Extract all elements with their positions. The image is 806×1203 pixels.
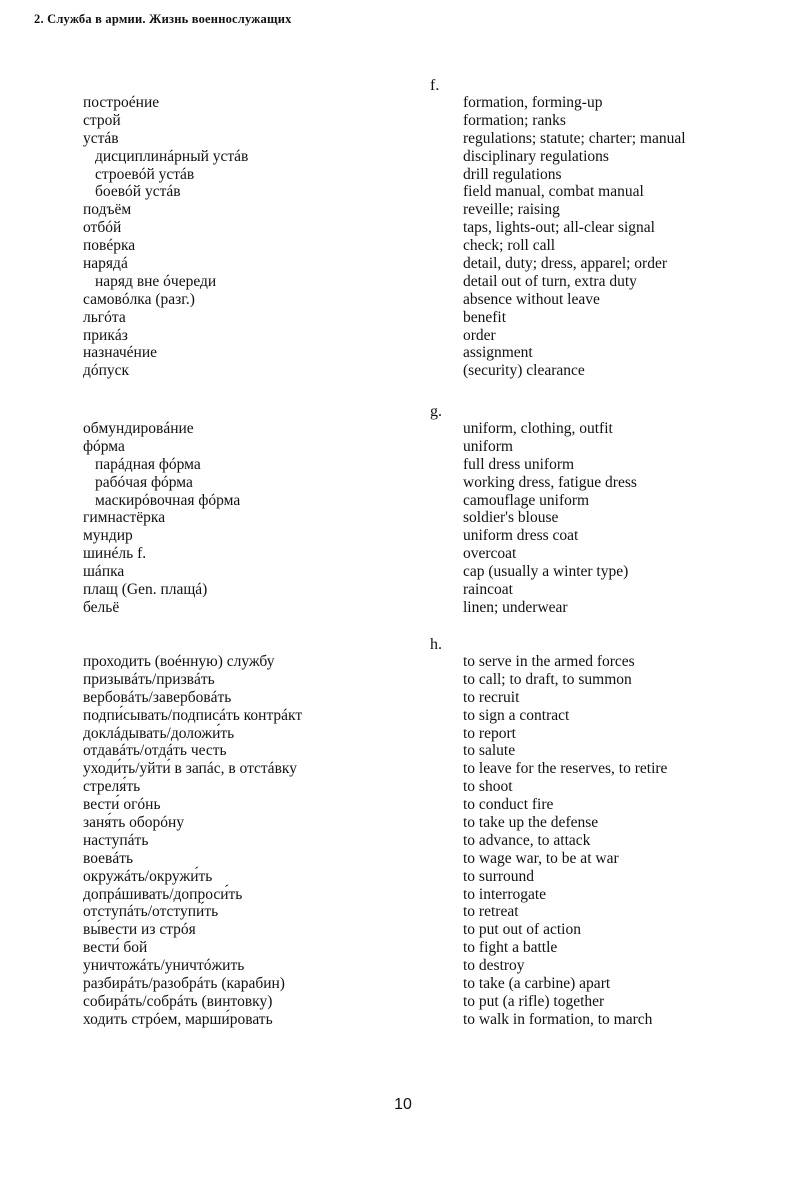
english-translation: cap (usually a winter type) — [463, 563, 629, 581]
english-translation: reveille; raising — [463, 201, 560, 219]
russian-term: гимнастёрка — [83, 509, 166, 527]
russian-term: отступáть/отступи́ть — [83, 903, 219, 921]
vocab-entry — [0, 903, 806, 921]
russian-term: дóпуск — [83, 362, 130, 380]
russian-term: наступáть — [83, 831, 149, 849]
english-translation: uniform, clothing, outfit — [463, 420, 613, 437]
english-translation: benefit — [463, 308, 507, 326]
entry-list — [0, 420, 806, 617]
vocab-entry — [0, 130, 806, 148]
russian-term: боевóй устáв — [95, 183, 181, 201]
english-translation: to destroy — [463, 957, 525, 975]
vocab-entry — [0, 886, 806, 904]
vocab-entry — [0, 183, 806, 201]
russian-term: строй — [83, 111, 121, 129]
vocab-entry — [0, 921, 806, 939]
vocab-entry — [0, 832, 806, 850]
russian-term: проходить (воéнную) службу — [83, 653, 275, 670]
english-translation: assignment — [463, 344, 533, 362]
vocab-entry — [0, 599, 806, 617]
vocab-entry — [0, 563, 806, 581]
vocab-entry — [0, 94, 806, 112]
russian-term: призывáть/призвáть — [83, 670, 215, 688]
russian-term: воевáть — [83, 849, 134, 867]
english-translation: to advance, to attack — [463, 831, 591, 849]
english-translation: order — [463, 326, 496, 344]
vocab-entry — [0, 166, 806, 184]
english-translation: formation, forming-up — [463, 94, 603, 111]
russian-term: отдавáть/отдáть честь — [83, 742, 227, 760]
vocab-entry — [0, 868, 806, 886]
russian-term: самовóлка (разг.) — [83, 290, 195, 308]
russian-term: парáдная фóрма — [95, 455, 201, 473]
vocab-entry — [0, 327, 806, 345]
russian-term: льгóта — [83, 308, 126, 326]
english-translation: (security) clearance — [463, 362, 585, 380]
vocab-entry — [0, 255, 806, 273]
russian-term: уходи́ть/уйти́ в запáс, в отстáвку — [83, 760, 297, 778]
russian-term: шинéль f. — [83, 545, 147, 563]
english-translation: field manual, combat manual — [463, 183, 644, 201]
russian-term: вести́ огóнь — [83, 796, 161, 814]
english-translation: to take up the defense — [463, 814, 599, 832]
russian-term: стреля́ть — [83, 778, 141, 796]
russian-term: построéние — [83, 94, 160, 111]
english-translation: to conduct fire — [463, 796, 554, 814]
english-translation: to shoot — [463, 778, 513, 796]
russian-term: уничтожáть/уничтóжить — [83, 957, 245, 975]
russian-term: подпи́сывать/подписáть контрáкт — [83, 706, 303, 724]
vocab-entry — [0, 474, 806, 492]
section-label: h. — [430, 636, 442, 653]
english-translation: to take (a carbine) apart — [463, 975, 611, 993]
russian-term: отбóй — [83, 219, 122, 237]
english-translation: to leave for the reserves, to retire — [463, 760, 668, 778]
russian-term: обмундировáние — [83, 420, 194, 437]
russian-term: подъём — [83, 201, 132, 219]
english-translation: disciplinary regulations — [463, 147, 609, 165]
english-translation: uniform — [463, 437, 513, 455]
vocab-entry — [0, 527, 806, 545]
russian-term: шáпка — [83, 563, 125, 581]
english-translation: to put (a rifle) together — [463, 992, 605, 1010]
english-translation: taps, lights-out; all-clear signal — [463, 219, 655, 237]
russian-term: устáв — [83, 129, 119, 147]
vocab-entry — [0, 850, 806, 868]
vocab-entry — [0, 492, 806, 510]
english-translation: working dress, fatigue dress — [463, 473, 637, 491]
russian-term: ходить стрóем, марши́ровать — [83, 1010, 273, 1028]
vocab-entry — [0, 653, 806, 671]
vocab-entry — [0, 509, 806, 527]
russian-term: доклáдывать/доложи́ть — [83, 724, 235, 742]
russian-term: фóрма — [83, 437, 125, 455]
russian-term: окружáть/окружи́ть — [83, 867, 213, 885]
english-translation: full dress uniform — [463, 455, 575, 473]
vocab-entry — [0, 993, 806, 1011]
vocab-entry — [0, 309, 806, 327]
russian-term: бельё — [83, 598, 120, 616]
vocab-entry — [0, 939, 806, 957]
vocab-entry — [0, 545, 806, 563]
vocab-entry — [0, 796, 806, 814]
russian-term: маскирóвочная фóрма — [95, 491, 241, 509]
russian-term: дисциплинáрный устáв — [95, 147, 249, 165]
english-translation: to walk in formation, to march — [463, 1010, 653, 1028]
vocab-entry — [0, 707, 806, 725]
russian-term: допрáшивать/допроси́ть — [83, 885, 243, 903]
vocab-entry — [0, 112, 806, 130]
english-translation: to wage war, to be at war — [463, 849, 619, 867]
entry-list — [0, 653, 806, 1029]
russian-term: разбирáть/разобрáть (карабин) — [83, 975, 285, 993]
english-translation: regulations; statute; charter; manual — [463, 129, 686, 147]
russian-term: назначéние — [83, 344, 157, 362]
section-label: g. — [430, 403, 442, 420]
vocab-entry — [0, 201, 806, 219]
vocab-entry — [0, 1011, 806, 1029]
russian-term: повéрка — [83, 237, 136, 255]
english-translation: uniform dress coat — [463, 527, 579, 545]
vocab-entry — [0, 148, 806, 166]
vocab-entry — [0, 237, 806, 255]
russian-term: плащ (Gen. плащá) — [83, 581, 208, 599]
russian-term: вербовáть/завербовáть — [83, 688, 232, 706]
english-translation: detail out of turn, extra duty — [463, 272, 637, 290]
vocab-entry — [0, 362, 806, 380]
english-translation: check; roll call — [463, 237, 556, 255]
vocab-entry — [0, 581, 806, 599]
english-translation: to fight a battle — [463, 939, 558, 957]
entry-list — [0, 94, 806, 380]
russian-term: мундир — [83, 527, 133, 545]
english-translation: to surround — [463, 867, 535, 885]
english-translation: to interrogate — [463, 885, 547, 903]
russian-term: нарядá — [83, 255, 128, 273]
english-translation: to put out of action — [463, 921, 581, 939]
english-translation: camouflage uniform — [463, 491, 590, 509]
english-translation: raincoat — [463, 581, 513, 599]
page-number: 10 — [394, 1096, 412, 1113]
russian-term: вы́вести из стрóя — [83, 921, 196, 939]
vocab-entry — [0, 456, 806, 474]
russian-term: прикáз — [83, 326, 128, 344]
english-translation: detail, duty; dress, apparel; order — [463, 255, 668, 273]
vocab-entry — [0, 273, 806, 291]
running-header: 2. Служба в армии. Жизнь военнослужащих — [34, 12, 292, 26]
russian-term: рабóчая фóрма — [95, 473, 193, 491]
vocab-entry — [0, 760, 806, 778]
vocab-entry — [0, 420, 806, 438]
english-translation: overcoat — [463, 545, 517, 563]
english-translation: to serve in the armed forces — [463, 653, 635, 670]
english-translation: to salute — [463, 742, 516, 760]
english-translation: to sign a contract — [463, 706, 570, 724]
vocab-entry — [0, 671, 806, 689]
english-translation: linen; underwear — [463, 598, 568, 616]
vocab-entry — [0, 975, 806, 993]
english-translation: to retreat — [463, 903, 519, 921]
english-translation: absence without leave — [463, 290, 600, 308]
vocab-entry — [0, 725, 806, 743]
vocab-entry — [0, 219, 806, 237]
vocab-entry — [0, 778, 806, 796]
vocab-entry — [0, 814, 806, 832]
english-translation: to report — [463, 724, 516, 742]
vocab-entry — [0, 742, 806, 760]
russian-term: строевóй устáв — [95, 165, 195, 183]
vocab-entry — [0, 438, 806, 456]
russian-term: вести́ бой — [83, 939, 148, 957]
english-translation: soldier's blouse — [463, 509, 559, 527]
russian-term: наряд вне óчереди — [95, 272, 217, 290]
russian-term: собирáть/собрáть (винтовку) — [83, 992, 273, 1010]
english-translation: to call; to draft, to summon — [463, 670, 632, 688]
vocab-entry — [0, 957, 806, 975]
russian-term: заня́ть оборóну — [83, 814, 185, 832]
vocab-entry — [0, 291, 806, 309]
english-translation: formation; ranks — [463, 111, 566, 129]
vocab-entry — [0, 689, 806, 707]
english-translation: drill regulations — [463, 165, 562, 183]
english-translation: to recruit — [463, 688, 520, 706]
vocab-entry — [0, 344, 806, 362]
section-label: f. — [430, 77, 440, 94]
